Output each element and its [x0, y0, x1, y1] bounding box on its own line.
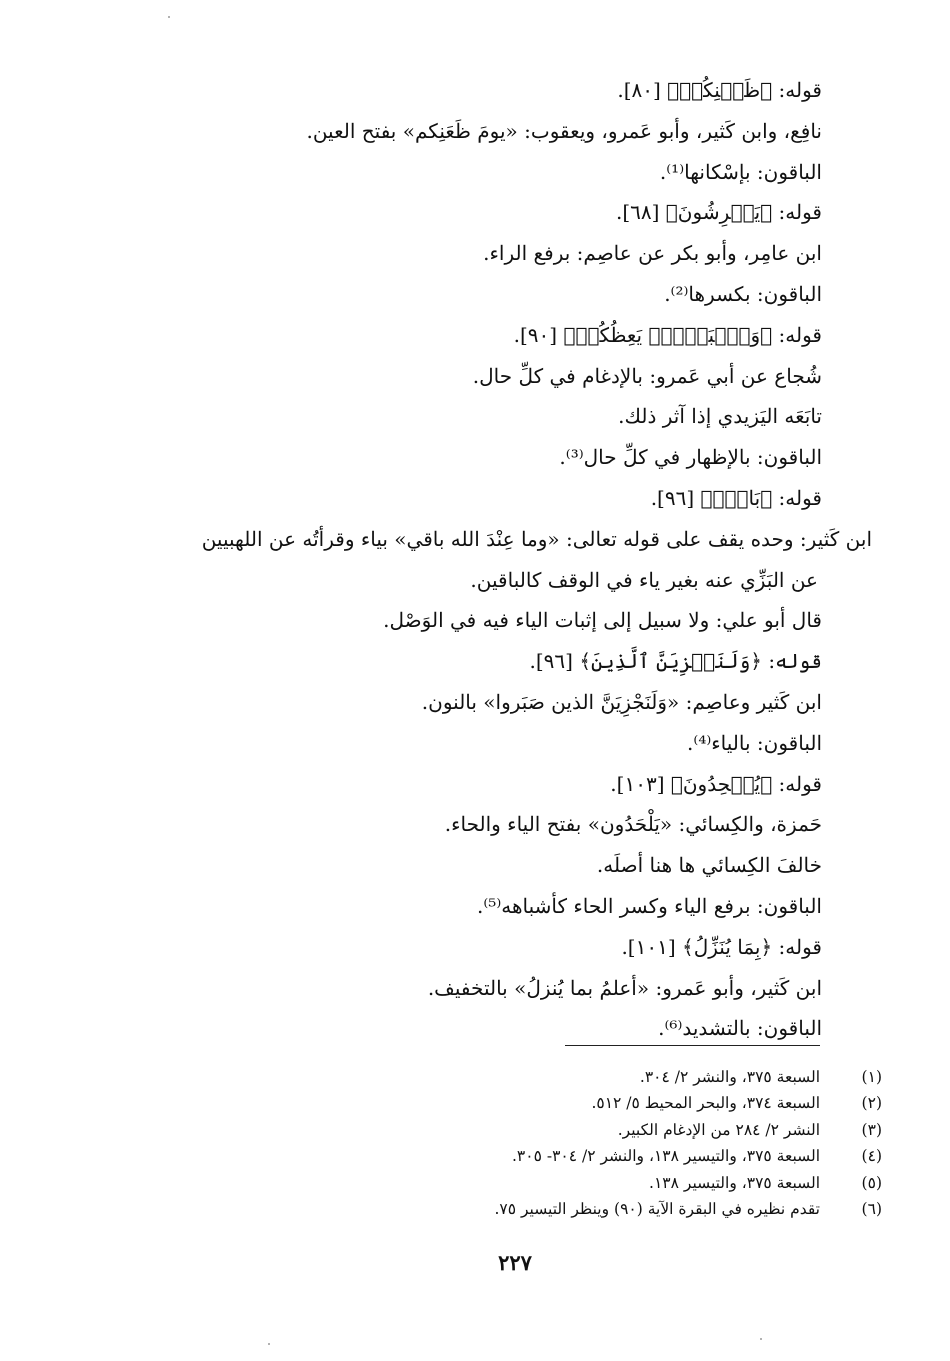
- footnote-item: [82, 1117, 882, 1143]
- text-line: ابن كَثير: وحده يقف على قوله تعالى: «وما عِنْدَ الله باقي» بياء وقرأتُه عن اللهبيين: [201, 526, 872, 551]
- text-line: ابن كَثير، وأبو عَمرو: «أعلمُ بما يُنزلُ» بالتخفيف.: [427, 975, 822, 1000]
- footnote-number: (١): [861, 1068, 882, 1086]
- footnote-number: (٢): [861, 1094, 882, 1113]
- footnote-item: [82, 1090, 882, 1116]
- text-line: الباقون: برفع الياء وكسر الحاء كأشباهه⁽⁵⁾.: [477, 893, 822, 918]
- text-line: قوله: ﴿وَٱلۡبَغۡيِۚ يَعِظُكُمۡ﴾ [٩٠].: [513, 322, 822, 347]
- footnote-item: [82, 1143, 882, 1169]
- text-line: خالفَ الكِسائي ها هنا أصلَه.: [596, 853, 822, 878]
- footnote-number: (٣): [861, 1120, 882, 1139]
- text-line: الباقون: بالإظهار في كلِّ حال⁽³⁾.: [559, 445, 822, 470]
- footnote-text: النشر ٢/ ٢٨٤ من الإدغام الكبير.: [617, 1120, 820, 1139]
- text-line: تابَعَه اليَزيدي إذا آثر ذلك.: [618, 404, 822, 429]
- footnote-number: (٥): [861, 1173, 882, 1192]
- text-line: شُجاع عن أبي عَمرو: بالإدغام في كلِّ حال.: [472, 363, 822, 388]
- text-line: حَمزة، والكِسائي: «يَلْحَدُون» بفتح الياء والحاء.: [444, 812, 822, 837]
- footnote-number: (٤): [861, 1147, 882, 1166]
- text-line: قوله: ﴿ظَعۡنِكُمۡ﴾ [٨٠].: [617, 78, 822, 102]
- footnote-item: [82, 1196, 882, 1222]
- scan-speck: [268, 1343, 270, 1345]
- text-line: قوله: ﴿يَعۡرِشُونَ﴾ [٦٨].: [615, 200, 822, 225]
- text-line: ابن عامِر، وأبو بكر عن عاصِم: برفع الراء.: [483, 241, 822, 266]
- text-line: قال أبو علي: ولا سبيل إلى إثبات الياء فيه في الوَصْل.: [383, 608, 822, 633]
- main-text-body: [82, 70, 872, 1049]
- text-line: قوله: ﴿بَاقٖۗ﴾ [٩٦].: [650, 485, 822, 510]
- footnote-item: [82, 1064, 882, 1090]
- scan-speck: [168, 16, 170, 18]
- footnote-text: السبعة ٣٧٥، والتيسير ١٣٨، والنشر ٢/ ٣٠٤- ٣٠٥.: [511, 1147, 820, 1166]
- text-line: الباقون: بالتشديد⁽⁶⁾.: [658, 1016, 822, 1041]
- footnote-number: (٦): [861, 1199, 882, 1218]
- footnotes: [82, 1064, 882, 1222]
- text-line: الباقون: بالياء⁽⁴⁾.: [687, 730, 822, 755]
- text-line: قوله: ﴿يُلۡحِدُونَ﴾ [١٠٣].: [610, 771, 822, 796]
- text-line: نافِع، وابن كَثير، وأبو عَمرو، ويعقوب: «يومَ ظَعَنِكم» بفتح العين.: [306, 118, 822, 143]
- text-line: قوله: ﴿بِمَا يُنَزِّلُ﴾ [١٠١].: [621, 934, 822, 959]
- scan-speck: [760, 1338, 762, 1340]
- text-line: الباقون: بكسرها⁽²⁾.: [664, 281, 822, 306]
- footnote-item: [82, 1170, 882, 1196]
- text-line: الباقون: بإسْكانها⁽¹⁾.: [659, 159, 822, 184]
- text-line: ابن كَثير وعاصِم: «وَلَنَجْزِيَنَّ الذين صَبَروا» بالنون.: [421, 689, 822, 714]
- footnote-separator: [565, 1045, 820, 1046]
- footnote-text: تقدم نظيره في البقرة الآية (٩٠) وينظر التيسير ٧٥.: [494, 1199, 820, 1218]
- footnote-text: السبعة ٣٧٤، والبحر المحيط ٥/ ٥١٢.: [591, 1094, 820, 1113]
- text-line: قوله: ﴿وَلَنَجۡزِيَنَّ ٱلَّذِينَ﴾ [٩٦].: [529, 649, 822, 674]
- page-number-text: ٢٢٧: [498, 1250, 532, 1275]
- footnote-text: السبعة ٣٧٥، والتيسير ١٣٨.: [649, 1173, 820, 1192]
- text-line: عن البَزِّي عنه بغير ياء في الوقف كالباقين.: [470, 567, 818, 592]
- footnote-text: السبعة ٣٧٥، والنشر ٢/ ٣٠٤.: [639, 1068, 820, 1086]
- page-number: [0, 1250, 950, 1275]
